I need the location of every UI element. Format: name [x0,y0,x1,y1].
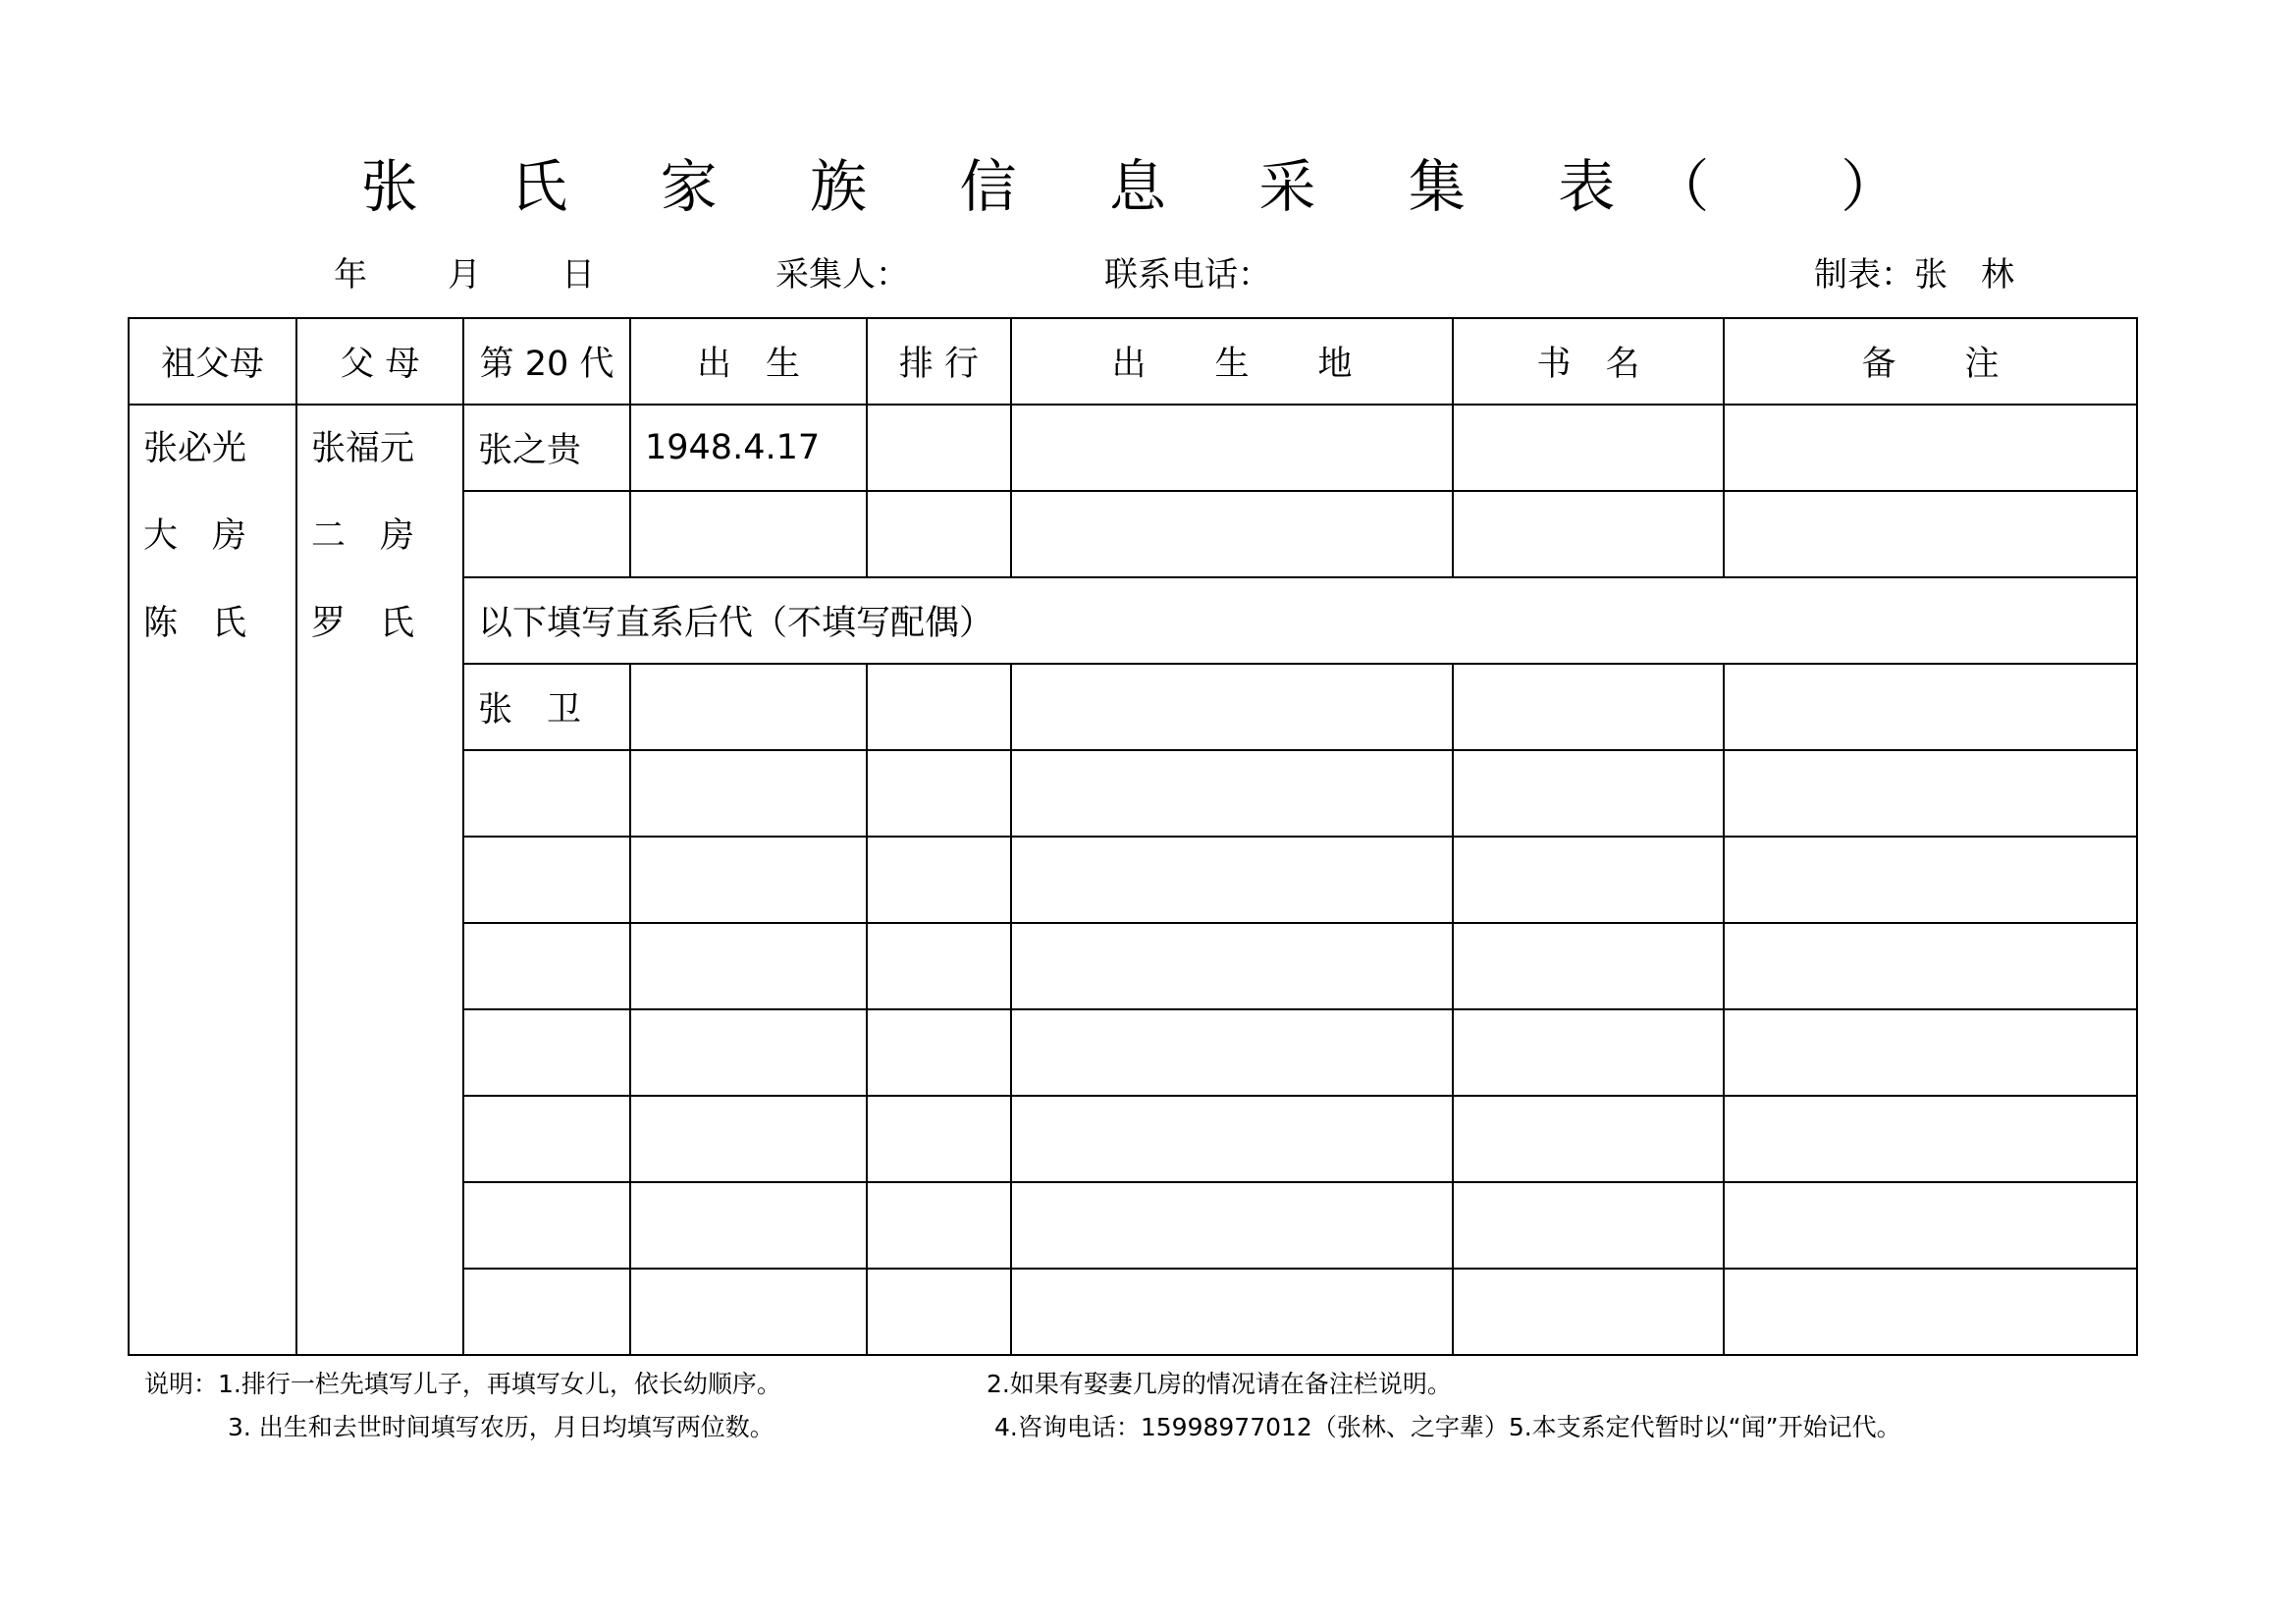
mother-name: 罗 氏 [311,604,415,643]
grandparent-branch: 大 房 [143,516,247,556]
gen20-birth-cell[interactable] [630,491,867,577]
gen20-birthplace-cell[interactable] [1011,491,1453,577]
grandparents-cell [129,405,296,1355]
gen20-birth-cell[interactable]: 1948.4.17 [630,405,867,491]
descendant-birth-cell[interactable] [630,664,867,750]
header-parents: 父 母 [296,318,463,405]
grandmother-name: 陈 氏 [143,604,247,643]
descendant-birthplace-cell[interactable] [1011,923,1453,1009]
descendant-book-name-cell[interactable] [1453,1182,1724,1269]
gen20-remarks-cell[interactable] [1724,405,2137,491]
descendant-name-cell[interactable] [463,750,630,837]
family-info-table [128,317,2138,1356]
descendant-book-name-cell[interactable] [1453,1096,1724,1182]
descendant-birth-cell[interactable] [630,1182,867,1269]
gen20-birthplace-cell[interactable] [1011,405,1453,491]
descendant-book-name-cell[interactable] [1453,837,1724,923]
descendant-name-cell[interactable] [463,1269,630,1355]
descendant-birth-cell[interactable] [630,837,867,923]
descendant-name-cell[interactable] [463,1096,630,1182]
descendant-remarks-cell[interactable] [1724,1009,2137,1096]
header-grandparents: 祖父母 [129,318,296,405]
descendant-birthplace-cell[interactable] [1011,750,1453,837]
gen20-rank-cell[interactable] [867,491,1011,577]
note-lunar-calendar: 3. 出生和去世时间填写农历，月日均填写两位数。 [228,1413,774,1441]
table-row [129,405,2137,491]
descendant-remarks-cell[interactable] [1724,923,2137,1009]
descendant-birth-cell[interactable] [630,750,867,837]
descendant-rank-cell[interactable] [867,1096,1011,1182]
descendant-remarks-cell[interactable] [1724,1182,2137,1269]
descendant-name-cell[interactable] [463,1182,630,1269]
father-name: 张福元 [311,429,415,468]
gen20-book-name-cell[interactable] [1453,405,1724,491]
gen20-book-name-cell[interactable] [1453,491,1724,577]
year-label: 年 [334,255,367,295]
grandfather-name: 张必光 [143,429,247,468]
header-remarks: 备 注 [1724,318,2137,405]
descendant-birth-cell[interactable] [630,1096,867,1182]
gen20-rank-cell[interactable] [867,405,1011,491]
day-label: 日 [561,255,595,295]
descendant-remarks-cell[interactable] [1724,837,2137,923]
header-row [129,318,2137,405]
descendant-name-cell[interactable] [463,923,630,1009]
gen20-remarks-cell[interactable] [1724,491,2137,577]
descendant-rank-cell[interactable] [867,664,1011,750]
descendant-remarks-cell[interactable] [1724,1096,2137,1182]
gen20-name-cell[interactable]: 张之贵 [463,405,630,491]
descendant-book-name-cell[interactable] [1453,1269,1724,1355]
header-birth: 出 生 [630,318,867,405]
header-generation: 第 20 代 [463,318,630,405]
descendant-birth-cell[interactable] [630,1009,867,1096]
form-title: 张 氏 家 族 信 息 采 集 表（ ） [360,153,1936,220]
header-book-name: 书 名 [1453,318,1724,405]
descendant-book-name-cell[interactable] [1453,750,1724,837]
descendant-birthplace-cell[interactable] [1011,1096,1453,1182]
header-birthplace: 出 生 地 [1011,318,1453,405]
parent-branch: 二 房 [311,516,415,556]
gen20-name-cell[interactable] [463,491,630,577]
phone-label: 联系电话： [1104,255,1271,295]
descendant-remarks-cell[interactable] [1724,750,2137,837]
descendant-rank-cell[interactable] [867,1182,1011,1269]
descendant-book-name-cell[interactable] [1453,1009,1724,1096]
descendant-birthplace-cell[interactable] [1011,1009,1453,1096]
descendants-note: 以下填写直系后代（不填写配偶） [463,577,2137,664]
maker-label: 制表：张 林 [1814,255,2014,295]
parents-cell [296,405,463,1355]
descendant-birthplace-cell[interactable] [1011,664,1453,750]
descendant-remarks-cell[interactable] [1724,1269,2137,1355]
date-line [334,250,595,299]
descendant-rank-cell[interactable] [867,1009,1011,1096]
descendant-rank-cell[interactable] [867,923,1011,1009]
descendant-remarks-cell[interactable] [1724,664,2137,750]
note-multiple-wives: 2.如果有娶妻几房的情况请在备注栏说明。 [987,1370,1452,1398]
header-rank: 排 行 [867,318,1011,405]
descendant-name-cell[interactable] [463,837,630,923]
descendant-birth-cell[interactable] [630,1269,867,1355]
descendant-birthplace-cell[interactable] [1011,1182,1453,1269]
descendant-name-cell[interactable] [463,1009,630,1096]
descendant-birthplace-cell[interactable] [1011,837,1453,923]
descendant-rank-cell[interactable] [867,1269,1011,1355]
note-contact: 4.咨询电话：15998977012（张林、之字辈）5.本支系定代暂时以“闻”开始记代。 [994,1413,1901,1441]
descendant-birthplace-cell[interactable] [1011,1269,1453,1355]
descendant-rank-cell[interactable] [867,750,1011,837]
descendant-book-name-cell[interactable] [1453,664,1724,750]
descendant-rank-cell[interactable] [867,837,1011,923]
collector-label: 采集人： [775,255,909,295]
descendant-birth-cell[interactable] [630,923,867,1009]
descendant-book-name-cell[interactable] [1453,923,1724,1009]
note-ranking: 说明：1.排行一栏先填写儿子，再填写女儿，依长幼顺序。 [144,1370,781,1398]
descendant-name-cell[interactable]: 张 卫 [463,664,630,750]
month-label: 月 [448,255,481,295]
